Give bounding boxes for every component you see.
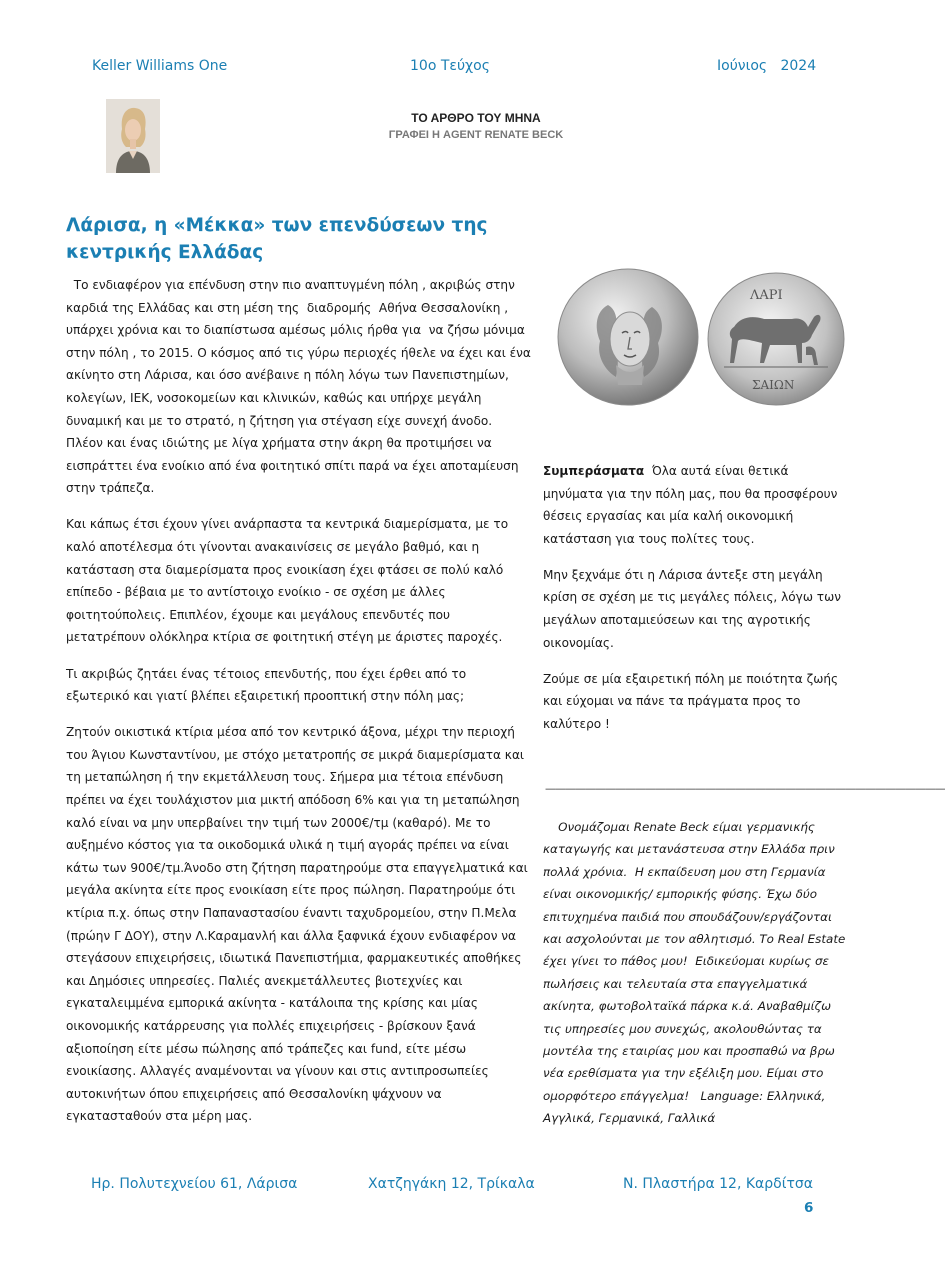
body-paragraph: Το ενδιαφέρον για επένδυση στην πιο αναπτυγμένη πόλη , ακριβώς στην καρδιά της Ελλάδας και στη μέση της διαδρομής Αθήνα Θεσσαλονίκη , υπάρχει χρόνια και το διαπίστωσα αμέσως μόλις ήρθα για να ζήσω μόνιμα στην πόλη , το 2015. Ο κόσμος από τις γύρω περιοχές ήθελε να έχει και ένα ακίνητο στη Λάρισα, και όσο ανέβαινε η πόλη λόγω των Πανεπιστημίων, κολεγίων, ΙΕΚ, νοσοκομείων και κλινικών, καθώς και υπήρχε μεγάλη δυναμική και με το στρατό, η ζήτηση για στέγαση είχε συνεχή άνοδο. Πλέον και ένας ιδιώτης με λίγα χρήματα στην άκρη θα προτιμήσει να εισπράττει ένα ενοίκιο από ένα φοιτητικό σπίτι παρά να έχει αποταμίευση στην τράπεζα. bbox=[66, 278, 535, 496]
body-paragraph: Τι ακριβώς ζητάει ένας τέτοιος επενδυτής, που έχει έρθει από το εξωτερικό και γιατί βλέπει εξαιρετική προοπτική στην πόλη μας; bbox=[66, 666, 467, 704]
article-headline: Λάρισα, η «Μέκκα» των επενδύσεων της κεντρικής Ελλάδας bbox=[66, 215, 488, 263]
author-bio: Ονομάζομαι Renate Beck είμαι γερμανικής καταγωγής και μετανάστευσα στην Ελλάδα πριν πολλά χρόνια. Η εκπαίδευση μου στη Γερμανία είναι οικονομικής/ εμπορικής φύσης. Έχω δύο επιτυχημένα παιδιά που σπουδάζουν/εργάζονται και ασχολούνται με τον αθλητισμό. Το Real Estate έχει γίνει το πάθος μου! Ειδικεύομαι κυρίως σε πωλήσεις και τελευταία στα επαγγελματικά ακίνητα, φωτοβολταϊκά πάρκα κ.ά. Αναβαθμίζω τις υπηρεσίες μου συνεχώς, ακολουθώντας τα μοντέλα της εταιρίας μου και προσπαθώ να βρω νέα ερεθίσματα για την εξέλιξη μου. Είμαι στο ομορφότερο επάγγελμα! Language: Ελληνικά, Αγγλικά, Γερμανικά, Γαλλικά bbox=[543, 820, 850, 1126]
section-divider: ———————————————————————————————————————— bbox=[545, 782, 945, 795]
body-paragraph: Ζούμε σε μία εξαιρετική πόλη με ποιότητα ζωής και εύχομαι να πάνε τα πράγματα προς το καλύτερο ! bbox=[543, 671, 839, 731]
article-body-left bbox=[66, 274, 535, 1141]
body-paragraph: Μην ξεχνάμε ότι η Λάρισα άντεξε στη μεγάλη κρίση σε σχέση με τις μεγάλες πόλεις, λόγω των μεγάλων αποταμιεύσεων και της αγροτικής οικονομίας. bbox=[543, 567, 841, 650]
footer-address-karditsa: Ν. Πλαστήρα 12, Καρδίτσα bbox=[623, 1176, 813, 1192]
header-issue: 10ο Τεύχος bbox=[410, 58, 490, 74]
header-date: Ιούνιος 2024 bbox=[717, 58, 817, 74]
page-number: 6 bbox=[804, 1200, 814, 1216]
coin-legend-top: ΛΑΡΙ bbox=[750, 288, 783, 303]
coin-legend-bottom: ΣΑΙΩΝ bbox=[752, 378, 795, 392]
footer-address-larisa: Ηρ. Πολυτεχνείου 61, Λάρισα bbox=[91, 1176, 298, 1192]
author-photo bbox=[106, 99, 160, 173]
conclusion-text: Όλα αυτά είναι θετικά μηνύματα για την πόλη μας, που θα προσφέρουν θέσεις εργασίας και μία καλή οικονομική κατάσταση για τους πολίτες τους. bbox=[543, 464, 842, 546]
article-author-line: ΓΡΑΦΕΙ Η AGENT RENATE BECK bbox=[388, 129, 564, 141]
header-publisher: Keller Williams One bbox=[92, 58, 228, 74]
ancient-coins-image bbox=[556, 267, 846, 412]
body-paragraph: Ζητούν οικιστικά κτίρια μέσα από τον κεντρικό άξονα, μέχρι την περιοχή του Άγιου Κωνσταντίνου, με στόχο μετατροπής σε μικρά διαμερίσματα και τη μεταπώληση ή την εκμετάλλευση τους. Σήμερα μια τέτοια επένδυση πρέπει να έχει τουλάχιστον μια μικτή απόδοση 6% και για τη μεταπώληση καλό είναι να μην υπερβαίνει την τιμή των 2000€/τμ (καθαρό). Με το αυξημένο κόστος για τα οικοδομικά υλικά η τιμή αγοράς πρέπει να είναι κάτω των 900€/τμ.Άνοδο στη ζήτηση παρατηρούμε στα επαγγελματικά και μεγάλα ακίνητα είτε προς ενοικίαση είτε προς πώληση. Παρατηρούμε ότι κτίρια π.χ. όπως στην Παπαναστασίου έναντι ταχυδρομείου, στην Π.Μελα (πρώην Γ ΔΟΥ), στην Λ.Καραμανλή και άλλα ξαφνικά έχουν ενδιαφέρον να στεγάσουν επιχειρήσεις, ιδιωτικά Πανεπιστήμια, φαρμακευτικές αποθήκες και Δημόσιες υπηρεσίες. Παλιές ανεκμετάλλευτες βιοτεχνίες και εγκαταλειμμένα εμπορικά ακίνητα - κατάλοιπα της κρίσης και μίας οικονομικής κατάρρευσης για πολλές επιχειρήσεις - βρίσκουν ξανά αξιοποίηση είτε μέσω πώλησης από τράπεζες και fund, είτε μέσω ενοικίασης. Αλλαγές αναμένονται να γίνουν και στις αντιπροσωπείες αυτοκινήτων όπου επιχειρήσεις από Θεσσαλονίκη ψάχνουν να εγκατασταθούν στα μέρη μας. bbox=[66, 725, 528, 1124]
footer-address-trikala: Χατζηγάκη 12, Τρίκαλα bbox=[368, 1176, 535, 1192]
article-section-title: ΤΟ ΑΡΘΡΟ ΤΟΥ ΜΗΝΑ bbox=[411, 111, 541, 125]
body-paragraph: Και κάπως έτσι έχουν γίνει ανάρπαστα τα κεντρικά διαμερίσματα, με το καλό αποτέλεσμα ότι γίνονται ανακαινίσεις σε μεγάλο βαθμό, και η κατάσταση στα διαμερίσματα προς ενοικίαση έχει φτάσει σε πολύ καλό επίπεδο - βέβαια με το αντίστοιχο ενοίκιο - σε σχέση με άλλες φοιτητούπολεις. Επιπλέον, έχουμε και μεγάλους επενδυτές που μετατρέπουν ολόκληρα κτίρια σε φοιτητική στέγη με άριστες παροχές. bbox=[66, 517, 509, 645]
conclusion-label: Συμπεράσματα bbox=[543, 464, 645, 478]
article-body-right bbox=[543, 460, 843, 749]
